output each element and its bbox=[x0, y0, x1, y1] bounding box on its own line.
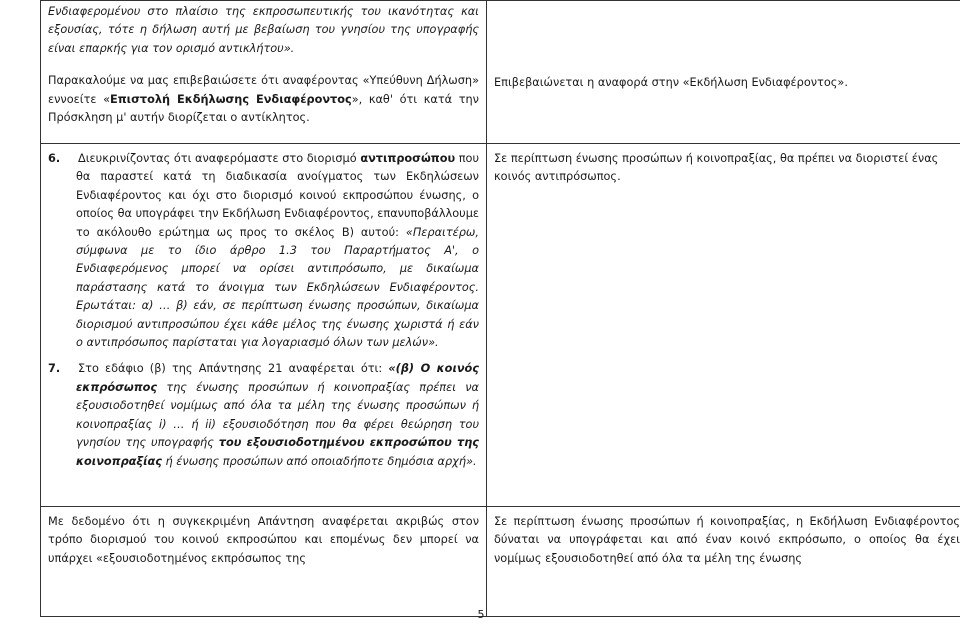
page-number bbox=[0, 608, 960, 621]
italic-text: της ένωσης προσώπων ή κοινοπραξίας πρέπει να εξουσιοδοτηθεί νομίμως από όλα τα μέλη της ένωσης προσώπων ή κοινοπραξίας i) … ή ii) εξουσιοδότηση που θα φέρει θεώρηση του γνησίου της υπογραφής bbox=[76, 380, 479, 450]
bold-italic-text: του εξουσιοδοτημένου εκπροσώπου της κοινοπραξίας bbox=[76, 436, 479, 468]
text-span: Στο εδάφιο (β) της Απάντησης 21 αναφέρεται ότι: bbox=[78, 362, 389, 376]
text-span: Διευκρινίζοντας ότι αναφερόμαστε στο διορισμό bbox=[78, 152, 361, 165]
bold-text: Επιστολή Εκδήλωσης Ενδιαφέροντος bbox=[110, 92, 352, 106]
table-row bbox=[41, 507, 960, 617]
question-number: 6. bbox=[48, 152, 61, 165]
table-row bbox=[41, 1, 960, 144]
bold-text: αντιπροσώπου bbox=[360, 152, 456, 165]
answer-text: Σε περίπτωση ένωσης προσώπων ή κοινοπραξίας, θα πρέπει να διοριστεί ένας κοινός αντιπρόσωπος. bbox=[494, 152, 939, 184]
question-text: Με δεδομένο ότι η συγκεκριμένη Απάντηση αναφέρεται ακριβώς στον τρόπο διορισμού του κοινού εκπροσώπου και επομένως δεν μπορεί να υπάρχει «εξουσιοδοτημένος εκπρόσωπος της bbox=[48, 515, 479, 565]
bold-italic-text: Ο κοινός εκπρόσωπος bbox=[76, 362, 479, 394]
answer-text: Επιβεβαιώνεται η αναφορά στην «Εκδήλωση Ενδιαφέροντος». bbox=[494, 76, 848, 89]
page-number-text: 5 bbox=[477, 608, 485, 621]
qa-table bbox=[40, 0, 960, 617]
answer-text: Σε περίπτωση ένωσης προσώπων ή κοινοπραξίας, η Εκδήλωση Ενδιαφέροντος δύναται να υπογράφεται και από έναν κοινό εκπρόσωπο, ο οποίος θα έχει νομίμως εξουσιοδοτηθεί από όλα τα μέλη της ένωσης bbox=[494, 515, 960, 565]
question-number: 7. bbox=[48, 362, 61, 376]
italic-text: ή ένωσης προσώπων από οποιαδήποτε δημόσια αρχή». bbox=[161, 454, 477, 468]
question-cell bbox=[41, 507, 487, 617]
question-text bbox=[48, 72, 479, 127]
bold-italic-text: «(β) bbox=[388, 362, 421, 376]
answer-cell bbox=[487, 1, 960, 144]
text-span: Παρακαλούμε να μας επιβεβαιώσετε ότι αναφέροντας «Υπεύθυνη Δήλωση» εννοείτε « bbox=[48, 74, 479, 106]
italic-text: «Περαιτέρω, σύμφωνα με το ίδιο άρθρο 1.3 του Παραρτήματος Α', ο Ενδιαφερόμενος μπορεί να ορίσει αντιπρόσωπο, με δικαίωμα παράστασης κατά το άνοιγμα των Εκδηλώσεων Ενδιαφέροντος. Ερωτάται: α) … β) εάν, σε περίπτωση ένωσης προσώπων, δικαίωμα διορισμού αντιπροσώπου έχει κάθε μέλος της ένωσης χωριστά ή εάν ο αντιπρόσωπος παρίσταται για λογαριασμό όλων των μελών». bbox=[76, 225, 479, 350]
question-6 bbox=[48, 150, 479, 352]
question-cell bbox=[41, 1, 487, 144]
answer-cell bbox=[487, 144, 960, 507]
text-span: », καθ' ότι κατά την Πρόσκληση μ' αυτήν διορίζεται ο αντίκλητος. bbox=[48, 92, 479, 125]
text-span: που θα παραστεί κατά τη διαδικασία ανοίγματος των Εκδηλώσεων Ενδιαφέροντος και όχι στο διορισμό κοινού εκπροσώπου ένωσης, ο οποίος θα υπογράφει την Εκδήλωση Ενδιαφέροντος, επανυποβάλλουμε το ακόλουθο ερώτημα ως προς το σκέλος Β) αυτού: bbox=[76, 152, 480, 239]
question-7 bbox=[48, 360, 479, 470]
question-text: Ενδιαφερομένου στο πλαίσιο της εκπροσωπευτικής του ικανότητας και εξουσίας, τότε η δήλωση αυτή με βεβαίωση του γνησίου της υπογραφής είναι επαρκής για τον ορισμό αντικλήτου». bbox=[48, 5, 479, 55]
table-row bbox=[41, 144, 960, 507]
question-cell bbox=[41, 144, 487, 507]
answer-cell bbox=[487, 507, 960, 617]
